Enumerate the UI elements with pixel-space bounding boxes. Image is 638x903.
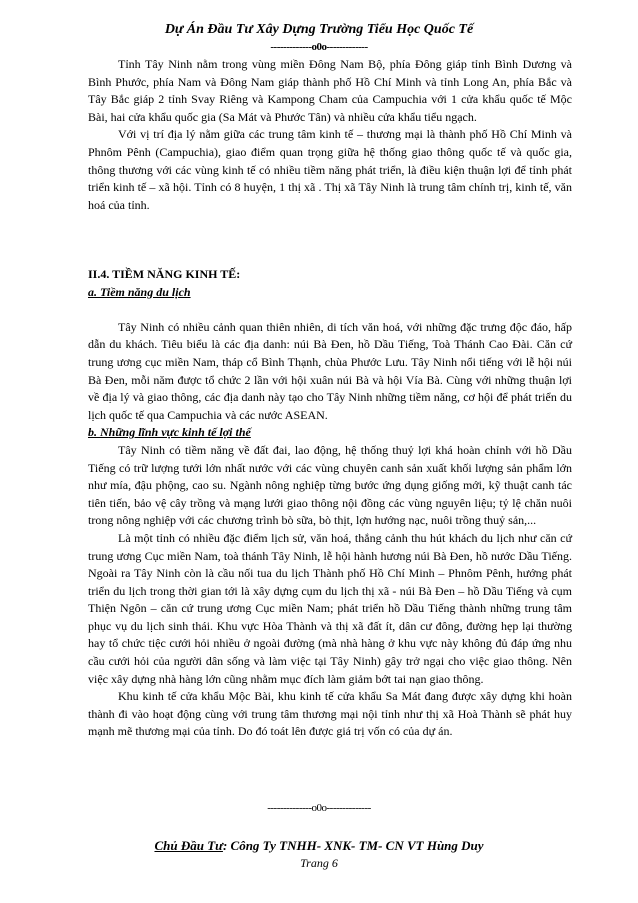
investor-label: Chủ Đầu Tư xyxy=(154,838,223,853)
document-header-title: Dự Án Đầu Tư Xây Dựng Trường Tiểu Học Quốc Tế xyxy=(164,22,474,37)
spacer xyxy=(88,301,572,319)
intro-block xyxy=(88,56,572,214)
economy-paragraph-3: Khu kinh tế cửa khẩu Mộc Bài, khu kinh tế cửa khẩu Sa Mát đang được xây dựng khi hoàn thành đi vào hoạt động cùng với trung tâm thương mại nội tỉnh như thị xã Hoà Thành sẽ phát huy mạnh mẽ thương mại của tỉnh. Do đó toát lên được giá trị vốn có của dự án. xyxy=(88,689,572,739)
section-block xyxy=(88,266,572,741)
header-separator: -------------o0o------------- xyxy=(270,41,368,53)
economy-paragraph-2: Là một tỉnh có nhiều đặc điểm lịch sử, văn hoá, thắng cảnh thu hút khách du lịch như căn cứ trung ương Cục miền Nam, toà thánh Tây Ninh, lễ hội hành hương núi Bà Đen, hồ nước Dầu Tiếng. Ngoài ra Tây Ninh còn là cầu nối tua du lịch Thành phố Hồ Chí Minh – Phnôm Pênh, hướng phát triển du lịch trong thời gian tới là xây dựng cụm du lịch thị xã - núi Bà Đen – hồ Dầu Tiếng và cụm Thiện Ngôn – căn cứ trung ương Cục miền Nam; phát triển hồ Dầu Tiếng thành những trung tâm phục vụ du lịch sinh thái. Khu vực Hòa Thành và thị xã đất ít, dân cư đông, đường hẹp lại thường hay tổ chức tiệc cưới hỏi nhiều ở ngoài đường (mà nhà hàng ở khu vực này không đủ đáp ứng nhu cầu cưới hỏi của người dân sống và làm việc tại Tây Ninh) gây trở ngại cho việc giao thông. Nên việc xây dựng nhà hàng lớn cũng nhằm mục đích làm giảm bớt tai nạn giao thông. xyxy=(88,530,572,686)
investor-value: : Công Ty TNHH- XNK- TM- CN VT Hùng Duy xyxy=(222,838,484,853)
subsection-a-heading: a. Tiềm năng du lịch xyxy=(88,284,191,299)
economy-paragraph-1: Tây Ninh có tiềm năng về đất đai, lao động, hệ thống thuỷ lợi khá hoàn chỉnh với hồ Dầu Tiếng có trữ lượng tưới lớn nhất nước với các vùng chuyên canh sản xuất khối lượng sản phẩm lớn như mía, đậu phộng, cao su. Ngành nông nghiệp từng bước ứng dụng giống mới, kỹ thuật canh tác tiên tiến, bảo vệ cây trồng và mạng lưới giao thông nội đồng các vùng nguyên liệu; tỷ lệ chăn nuôi trong nông nghiệp với các chương trình bò sữa, bò thịt, lợn hướng nạc, nuôi trồng thuỷ sản,... xyxy=(88,442,572,528)
footer-investor xyxy=(0,838,638,853)
intro-paragraph-1: Tỉnh Tây Ninh nằm trong vùng miền Đông Nam Bộ, phía Đông giáp tỉnh Bình Dương và Bình Phước, phía Nam và Đông Nam giáp thành phố Hồ Chí Minh và tỉnh Long An, phía Bắc và Tây Bắc giáp 2 tỉnh Svay Riêng và Kampong Cham của Campuchia với 1 cửa khẩu quốc tế Mộc Bài, hai cửa khẩu quốc gia (Sa Mát và Phước Tân) và nhiều cửa khẩu tiểu ngạch. xyxy=(88,57,572,124)
page-number: Trang 6 xyxy=(300,856,338,870)
subsection-b-heading: b. Những lĩnh vực kinh tế lợi thế xyxy=(88,425,251,440)
section-heading: II.4. TIỀM NĂNG KINH TẾ: xyxy=(88,267,241,281)
tourism-paragraph: Tây Ninh có nhiều cảnh quan thiên nhiên, di tích văn hoá, với những đặc trưng độc đáo, hấp dẫn du khách. Tiêu biểu là các địa danh: núi Bà Đen, hồ Dầu Tiếng, Toà Thánh Cao Đài. Căn cứ trung ương cục miền Nam, tháp cổ Bình Thạnh, chùa Phước Lưu. Tây Ninh nổi tiếng với lễ hội núi Bà Đen, mỗi năm được tổ chức 2 lần với hội xuân núi Bà và hội Vía Bà. Cùng với những thuận lợi về địa lý và giao thông, các địa danh này tạo cho Tây Ninh những tiềm năng, cơ hội để phát triển du lịch quốc tế qua Campuchia và các nước ASEAN. xyxy=(88,319,572,422)
intro-paragraph-2: Với vị trí địa lý nằm giữa các trung tâm kinh tế – thương mại là thành phố Hồ Chí Minh và Phnôm Pênh (Campuchia), giao điểm quan trọng giữa hệ thống giao thông quốc tế và quốc gia, thông thương với các vùng kinh tế có nhiều tiềm năng phát triển, là điều kiện thuận lợi để tỉnh phát triển kinh tế – xã hội. Tỉnh có 8 huyện, 1 thị xã . Thị xã Tây Ninh là trung tâm chính trị, kinh tế, văn hoá của tỉnh. xyxy=(88,127,572,212)
end-separator: --------------o0o-------------- xyxy=(267,802,371,814)
